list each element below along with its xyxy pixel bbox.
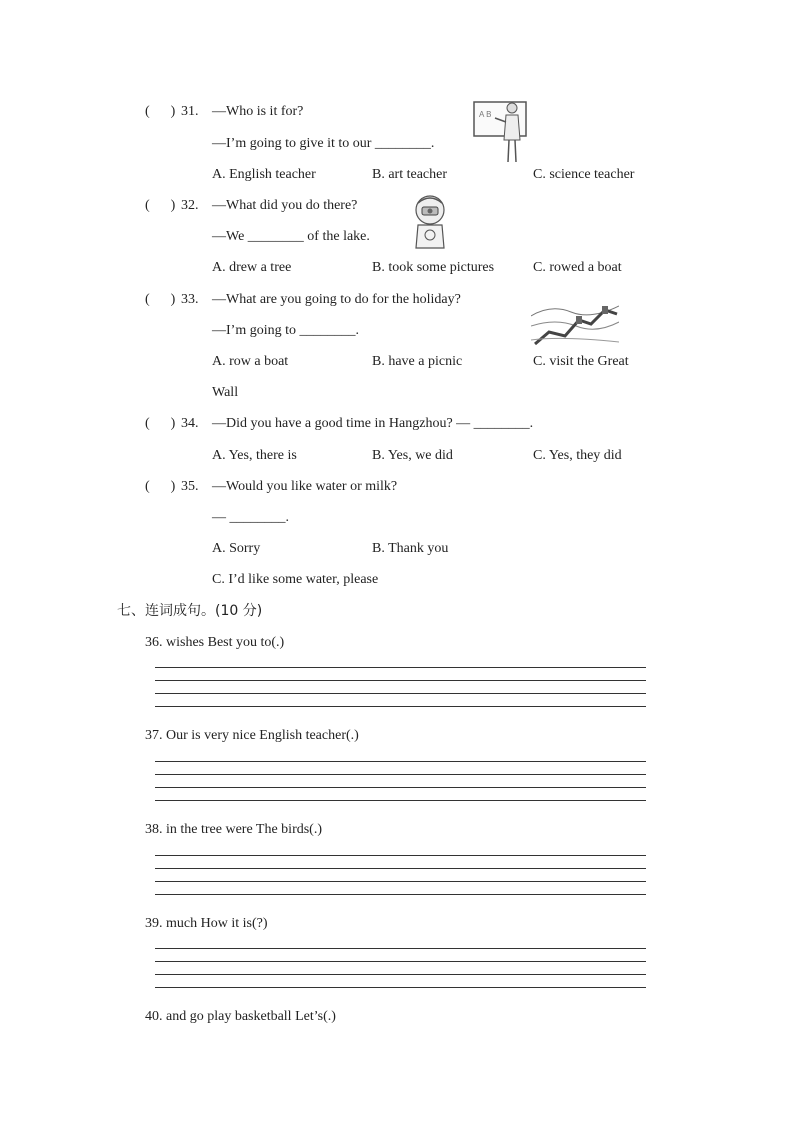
- option-a[interactable]: A. English teacher: [212, 167, 316, 182]
- option-a[interactable]: A. Sorry: [212, 541, 261, 556]
- writing-line[interactable]: [155, 667, 646, 668]
- question-prompt: —What did you do there?: [212, 198, 358, 213]
- girl-with-camera-icon: [410, 193, 450, 253]
- answer-blank[interactable]: ( ): [145, 479, 176, 494]
- writing-line[interactable]: [155, 706, 646, 707]
- question-number: 32.: [181, 198, 199, 213]
- question-prompt: —Did you have a good time in Hangzhou? — ________.: [212, 416, 534, 431]
- writing-line[interactable]: [155, 774, 646, 775]
- writing-line[interactable]: [155, 987, 646, 988]
- question-number: 31.: [181, 104, 199, 119]
- reorder-prompt: 40. and go play basketball Let’s(.): [145, 1009, 336, 1024]
- writing-line[interactable]: [155, 787, 646, 788]
- question-response: —We ________ of the lake.: [212, 229, 370, 244]
- answer-blank[interactable]: ( ): [145, 416, 176, 431]
- option-c[interactable]: C. Yes, they did: [533, 448, 622, 463]
- reorder-prompt: 36. wishes Best you to(.): [145, 635, 285, 650]
- option-a[interactable]: A. drew a tree: [212, 260, 292, 275]
- writing-line[interactable]: [155, 948, 646, 949]
- reorder-prompt: 39. much How it is(?): [145, 916, 268, 931]
- option-b[interactable]: B. Thank you: [372, 541, 449, 556]
- section-title: 七、连词成句。(10 分): [117, 603, 263, 619]
- option-c[interactable]: C. science teacher: [533, 167, 635, 182]
- reorder-prompt: 37. Our is very nice English teacher(.): [145, 728, 359, 743]
- writing-line[interactable]: [155, 894, 646, 895]
- writing-line[interactable]: [155, 881, 646, 882]
- question-number: 34.: [181, 416, 199, 431]
- writing-line[interactable]: [155, 855, 646, 856]
- option-b[interactable]: B. Yes, we did: [372, 448, 453, 463]
- question-response: —I’m going to give it to our ________.: [212, 136, 435, 151]
- question-response: — ________.: [212, 510, 289, 525]
- question-prompt: —What are you going to do for the holiday?: [212, 292, 461, 307]
- writing-line[interactable]: [155, 800, 646, 801]
- option-a[interactable]: A. row a boat: [212, 354, 289, 369]
- option-c[interactable]: C. visit the Great: [533, 354, 629, 369]
- option-b[interactable]: B. took some pictures: [372, 260, 495, 275]
- question-number: 35.: [181, 479, 199, 494]
- writing-line[interactable]: [155, 761, 646, 762]
- option-c[interactable]: C. rowed a boat: [533, 260, 622, 275]
- option-a[interactable]: A. Yes, there is: [212, 448, 297, 463]
- writing-line[interactable]: [155, 868, 646, 869]
- writing-line[interactable]: [155, 961, 646, 962]
- question-prompt: —Would you like water or milk?: [212, 479, 398, 494]
- question-number: 33.: [181, 292, 199, 307]
- teacher-icon: [473, 100, 529, 166]
- question-response: —I’m going to ________.: [212, 323, 359, 338]
- option-c-continued: Wall: [212, 385, 239, 400]
- option-b[interactable]: B. have a picnic: [372, 354, 463, 369]
- answer-blank[interactable]: ( ): [145, 104, 176, 119]
- answer-blank[interactable]: ( ): [145, 292, 176, 307]
- answer-blank[interactable]: ( ): [145, 198, 176, 213]
- writing-line[interactable]: [155, 974, 646, 975]
- svg-text:A B: A B: [479, 110, 492, 119]
- option-c[interactable]: C. I’d like some water, please: [212, 572, 379, 587]
- great-wall-icon: [531, 296, 619, 346]
- writing-line[interactable]: [155, 693, 646, 694]
- question-prompt: —Who is it for?: [212, 104, 304, 119]
- option-b[interactable]: B. art teacher: [372, 167, 448, 182]
- writing-line[interactable]: [155, 680, 646, 681]
- reorder-prompt: 38. in the tree were The birds(.): [145, 822, 323, 837]
